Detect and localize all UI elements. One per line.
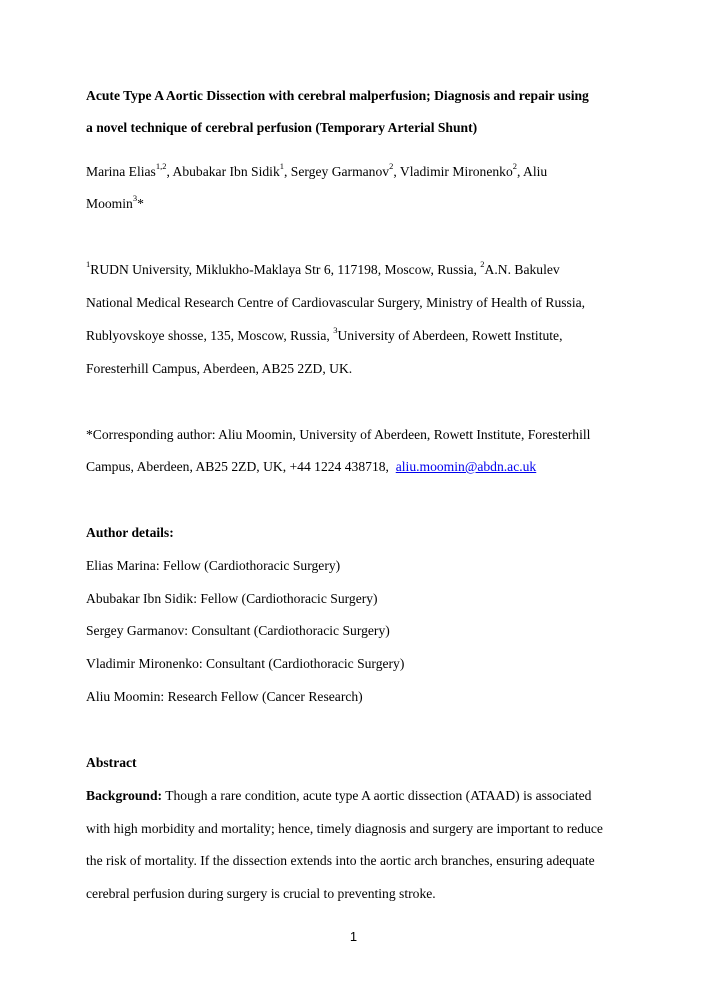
author-details-heading: Author details: [86, 525, 174, 540]
author-list-line-2 [86, 193, 144, 212]
author-name: Marina Elias [86, 164, 156, 179]
author-detail-item: Abubakar Ibn Sidik: Fellow (Cardiothoracic Surgery) [86, 591, 378, 606]
affiliation-text: Rublyovskoye shosse, 135, Moscow, Russia, [86, 328, 334, 343]
author-affiliation-sup: 2 [512, 161, 518, 172]
affiliation-text: University of Aberdeen, Rowett Institute, [337, 328, 563, 343]
abstract-line-4: cerebral perfusion during surgery is crucial to preventing stroke. [86, 886, 436, 901]
author-name: , Vladimir Mironenko [393, 164, 513, 179]
author-name: Moomin [86, 196, 133, 211]
abstract-line-2: with high morbidity and mortality; hence, timely diagnosis and surgery are important to reduce [86, 821, 603, 836]
page-number: 1 [349, 929, 358, 944]
corresponding-author-line-2 [86, 459, 536, 475]
author-affiliation-sup: 3 [132, 193, 138, 204]
author-detail-item: Elias Marina: Fellow (Cardiothoracic Surgery) [86, 558, 341, 573]
abstract-heading: Abstract [86, 755, 137, 770]
author-name: , Abubakar Ibn Sidik [166, 164, 280, 179]
affiliation-text: A.N. Bakulev [484, 262, 560, 277]
author-detail-item: Vladimir Mironenko: Consultant (Cardiothoracic Surgery) [86, 656, 405, 671]
affiliation-line-2: National Medical Research Centre of Cardiovascular Surgery, Ministry of Health of Russia, [86, 295, 586, 310]
abstract-text: Though a rare condition, acute type A aortic dissection (ATAAD) is associated [162, 788, 592, 803]
author-detail-item: Aliu Moomin: Research Fellow (Cancer Research) [86, 689, 363, 704]
affiliation-sup: 3 [333, 325, 338, 336]
author-detail-item: Sergey Garmanov: Consultant (Cardiothoracic Surgery) [86, 623, 390, 638]
abstract-line-1 [86, 788, 591, 804]
corresponding-marker: * [137, 196, 144, 211]
affiliation-text: RUDN University, Miklukho-Maklaya Str 6, 117198, Moscow, Russia, [90, 262, 481, 277]
affiliation-sup: 1 [86, 259, 91, 270]
paper-title-line-1: Acute Type A Aortic Dissection with cerebral malperfusion; Diagnosis and repair using [86, 88, 589, 103]
paper-title-line-2: a novel technique of cerebral perfusion (Temporary Arterial Shunt) [86, 120, 478, 135]
affiliation-line-3 [86, 325, 563, 344]
author-affiliation-sup: 1,2 [155, 161, 167, 172]
author-affiliation-sup: 2 [389, 161, 394, 172]
author-name: , Sergey Garmanov [284, 164, 390, 179]
abstract-line-3: the risk of mortality. If the dissection extends into the aortic arch branches, ensuring adequate [86, 853, 595, 868]
corresponding-text: Campus, Aberdeen, AB25 2ZD, UK, +44 1224 438718, [86, 459, 396, 474]
affiliation-sup: 2 [480, 259, 485, 270]
affiliation-line-1 [86, 259, 560, 278]
abstract-background-label: Background: [86, 788, 163, 803]
corresponding-author-line-1: *Corresponding author: Aliu Moomin, University of Aberdeen, Rowett Institute, Foresterhill [86, 427, 591, 442]
corresponding-email-link[interactable]: aliu.moomin@abdn.ac.uk [395, 459, 537, 474]
author-name: , Aliu [517, 164, 548, 179]
affiliation-line-4: Foresterhill Campus, Aberdeen, AB25 2ZD, UK. [86, 361, 353, 376]
author-affiliation-sup: 1 [279, 161, 284, 172]
author-list-line-1 [86, 161, 548, 180]
